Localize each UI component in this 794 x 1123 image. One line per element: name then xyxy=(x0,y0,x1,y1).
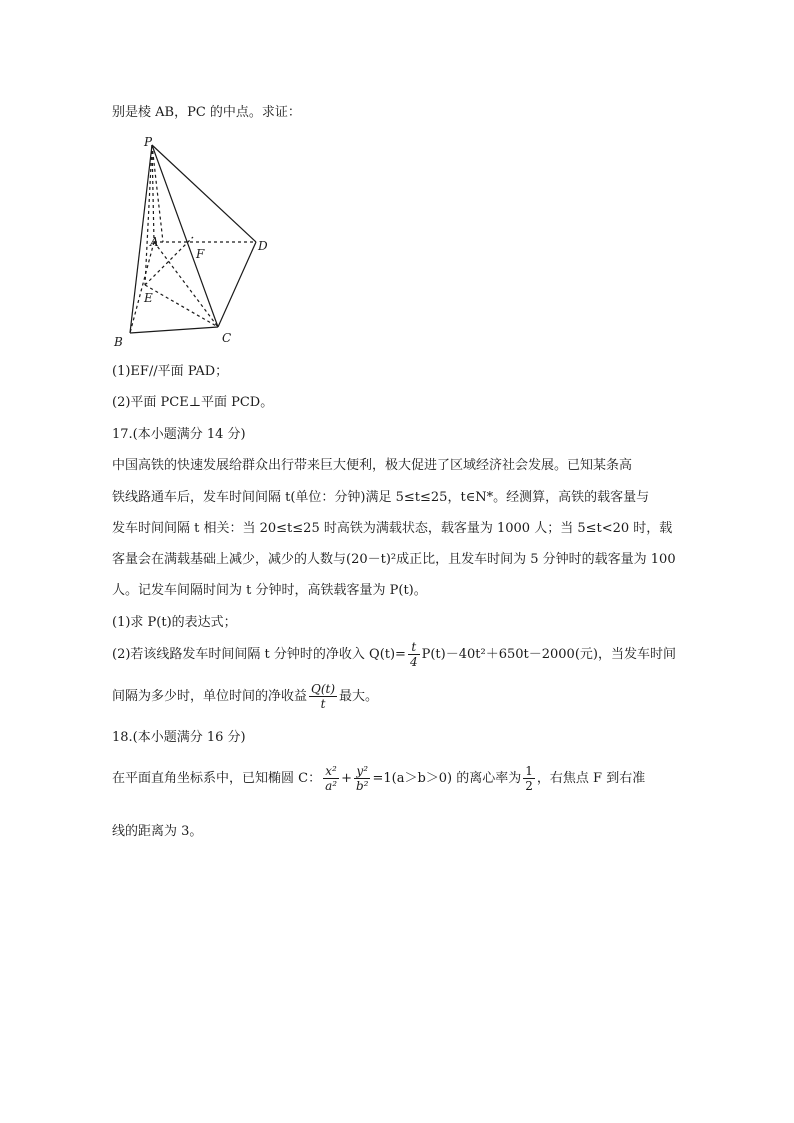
intro-text: 别是棱 AB，PC 的中点。求证： xyxy=(112,105,301,120)
fraction-numerator: t xyxy=(411,640,417,654)
edge-pd xyxy=(152,145,256,242)
q17-header: 17.(本小题满分 14 分) xyxy=(112,427,246,442)
q16-part1: (1)EF//平面 PAD； xyxy=(112,364,229,379)
label-f: F xyxy=(196,247,205,261)
q18-line1-mid: =1(a＞b＞0) 的离心率为 xyxy=(372,771,522,786)
q17-line3: 发车时间间隔 t 相关：当 20≤t≤25 时高铁为满载状态，载客量为 1000 人；当 5≤t<20 时，载 xyxy=(112,521,673,536)
fraction-one-half xyxy=(523,764,535,793)
label-d: D xyxy=(258,239,268,253)
edge-cd xyxy=(218,242,256,327)
fraction-denominator: 2 xyxy=(525,779,533,793)
label-e: E xyxy=(144,291,153,305)
q18-line1-pre: 在平面直角坐标系中，已知椭圆 C： xyxy=(112,771,322,786)
q17-part2-pre: (2)若该线路发车时间间隔 t 分钟时的净收入 Q(t)= xyxy=(112,647,406,662)
fraction-denominator: t xyxy=(309,696,337,711)
q18-line2: 线的距离为 3。 xyxy=(112,824,203,839)
fraction-numerator: Q(t) xyxy=(311,682,336,696)
fraction-x2-over-a2 xyxy=(323,764,339,793)
plus-sign: + xyxy=(341,771,352,786)
q17-line2: 铁线路通车后，发车时间间隔 t(单位：分钟)满足 5≤t≤25，t∈N*。经测算，高铁的载客量与 xyxy=(112,490,650,505)
label-p: P xyxy=(144,135,153,149)
q17-part1: (1)求 P(t)的表达式； xyxy=(112,615,237,630)
pyramid-figure xyxy=(108,130,278,350)
q18-header: 18.(本小题满分 16 分) xyxy=(112,730,246,745)
fraction-denominator: 4 xyxy=(409,655,418,669)
q16-part2: (2)平面 PCE⊥平面 PCD。 xyxy=(112,395,274,410)
fraction-y2-over-b2 xyxy=(354,764,371,793)
edge-pe xyxy=(145,145,152,285)
q17-part2-post: P(t)－40t²＋650t－2000(元)，当发车时间 xyxy=(421,647,676,662)
label-c: C xyxy=(222,331,232,345)
q18-line1-post: ，右焦点 F 到右准 xyxy=(536,771,646,786)
fraction-numerator: y² xyxy=(356,764,369,778)
q17-part2-l2-post: 最大。 xyxy=(339,689,379,704)
fraction-denominator: b² xyxy=(355,779,369,793)
fraction-q-over-t xyxy=(309,682,337,711)
label-b: B xyxy=(114,335,123,349)
fraction-numerator: 1 xyxy=(525,764,533,778)
q17-part2-line2 xyxy=(112,682,378,711)
edge-ec xyxy=(145,285,218,327)
edge-ab xyxy=(130,242,154,333)
edge-bc xyxy=(130,327,218,333)
q17-line1: 中国高铁的快速发展给群众出行带来巨大便利，极大促进了区域经济社会发展。已知某条高 xyxy=(112,458,633,473)
fraction-t-over-4 xyxy=(408,640,420,669)
q17-part2-line1 xyxy=(112,640,676,669)
q17-line5: 人。记发车间隔时间为 t 分钟时，高铁载客量为 P(t)。 xyxy=(112,583,427,598)
edge-ac xyxy=(154,242,218,327)
q17-part2-l2-pre: 间隔为多少时，单位时间的净收益 xyxy=(112,689,308,704)
q18-line1 xyxy=(112,764,645,793)
label-a: A xyxy=(150,235,159,249)
fraction-denominator: a² xyxy=(325,779,338,793)
q17-line4: 客量会在满载基础上减少，减少的人数与(20－t)²成正比，且发车时间为 5 分钟时的载客量为 100 xyxy=(112,552,676,567)
pyramid-diagram xyxy=(108,130,278,350)
fraction-numerator: x² xyxy=(325,764,337,778)
